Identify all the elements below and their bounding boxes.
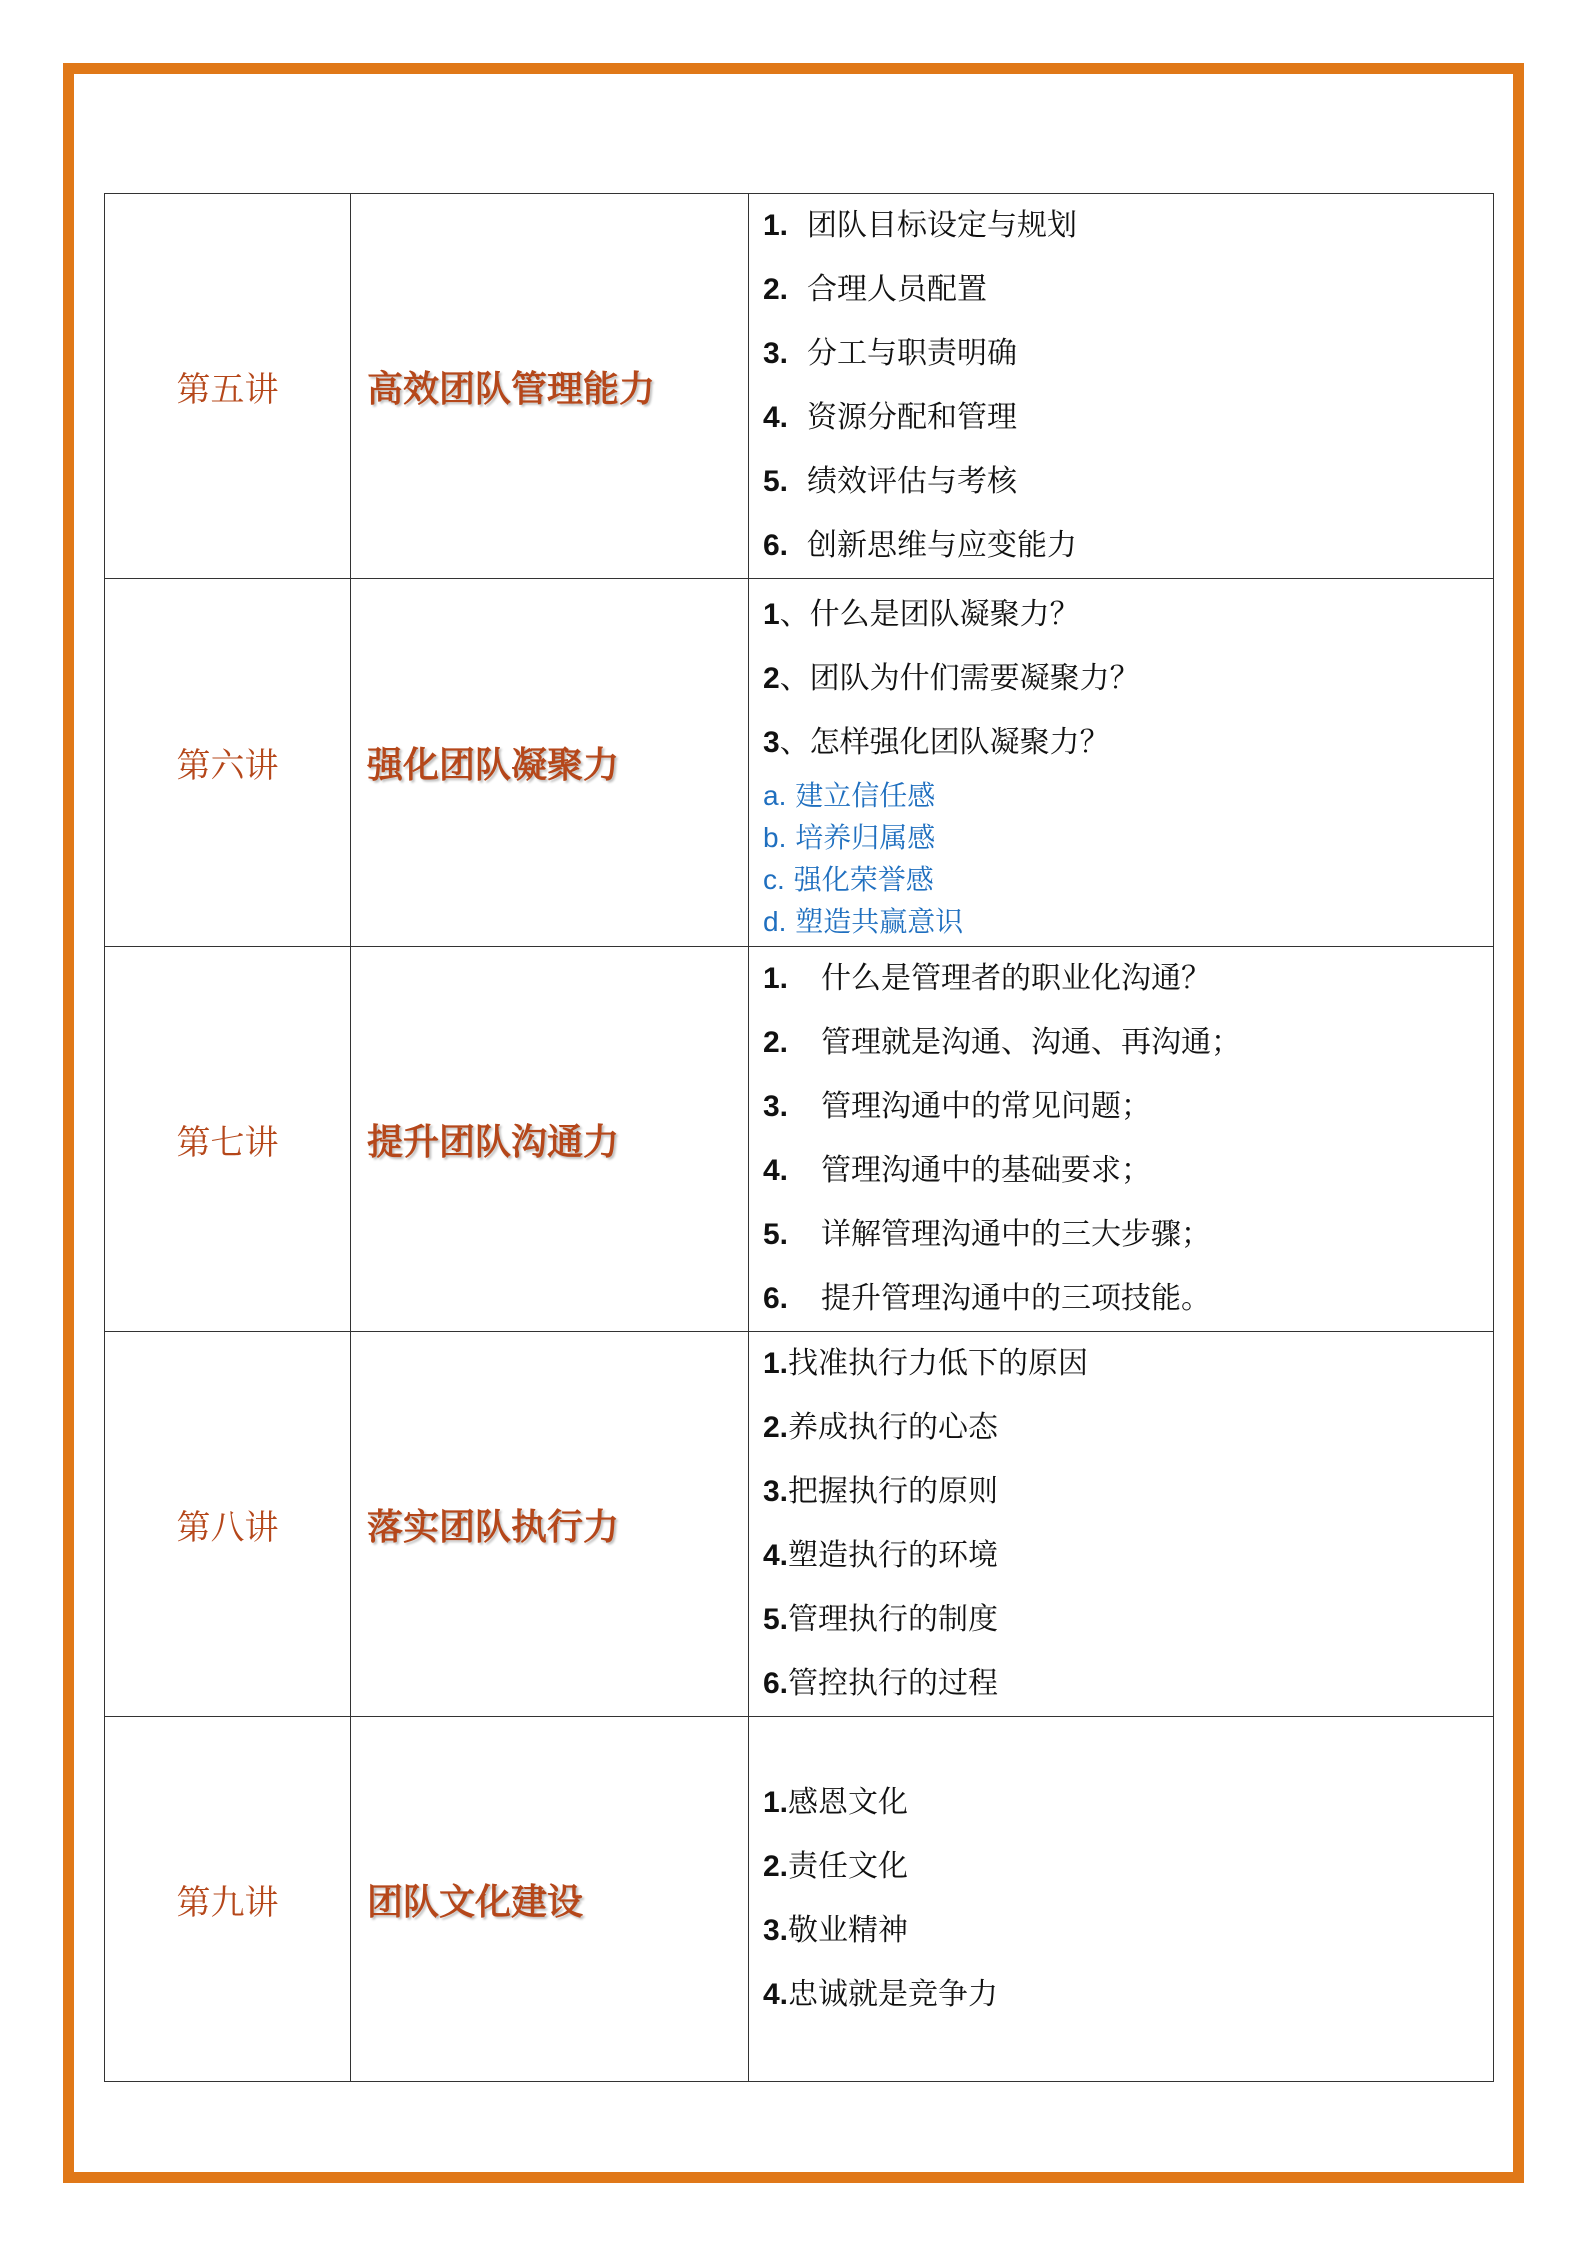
lecture-content bbox=[749, 1332, 1494, 1717]
item-text: 创新思维与应变能力 bbox=[807, 528, 1077, 563]
item-number: 4. bbox=[763, 1154, 789, 1187]
item-number: 2. bbox=[763, 1850, 789, 1883]
list-item bbox=[763, 1963, 1493, 2027]
content-list bbox=[763, 1771, 1493, 2027]
lecture-number: 第八讲 bbox=[105, 1332, 351, 1717]
item-text: 管理沟通中的常见问题； bbox=[821, 1089, 1151, 1124]
list-item bbox=[763, 194, 1493, 258]
item-number: 3 bbox=[763, 725, 780, 759]
list-item bbox=[763, 1011, 1493, 1075]
sub-list-item bbox=[763, 775, 1493, 817]
sub-item-letter: c. bbox=[763, 863, 785, 895]
lecture-topic: 提升团队沟通力 bbox=[351, 947, 749, 1332]
item-text: 绩效评估与考核 bbox=[807, 464, 1017, 499]
list-item bbox=[763, 583, 1493, 647]
lecture-topic: 落实团队执行力 bbox=[351, 1332, 749, 1717]
list-item bbox=[763, 647, 1493, 711]
lecture-topic: 强化团队凝聚力 bbox=[351, 579, 749, 947]
sub-item-text: 塑造共赢意识 bbox=[795, 904, 964, 938]
list-item bbox=[763, 947, 1493, 1011]
item-number: 2. bbox=[763, 273, 789, 306]
item-number: 3. bbox=[763, 337, 789, 370]
list-item bbox=[763, 1588, 1493, 1652]
sub-list-item bbox=[763, 817, 1493, 859]
item-text: 、团队为什们需要凝聚力？ bbox=[779, 660, 1140, 696]
list-item bbox=[763, 258, 1493, 322]
list-item bbox=[763, 1139, 1493, 1203]
item-number: 2. bbox=[763, 1411, 789, 1444]
sub-item-letter: a. bbox=[763, 779, 787, 811]
table-row bbox=[105, 194, 1494, 579]
item-number: 5. bbox=[763, 465, 789, 498]
sub-item-letter: d. bbox=[763, 905, 787, 937]
item-number: 1. bbox=[763, 1347, 789, 1380]
list-item bbox=[763, 1899, 1493, 1963]
list-item bbox=[763, 711, 1493, 775]
item-text: 塑造执行的环境 bbox=[788, 1538, 999, 1573]
content-list bbox=[763, 947, 1493, 1331]
item-number: 1. bbox=[763, 209, 789, 242]
course-outline-table bbox=[104, 193, 1494, 2082]
item-text: 团队目标设定与规划 bbox=[807, 208, 1077, 243]
item-number: 6. bbox=[763, 1667, 789, 1700]
list-item bbox=[763, 1771, 1493, 1835]
item-text: 敬业精神 bbox=[788, 1913, 909, 1948]
item-number: 6. bbox=[763, 1282, 789, 1315]
lecture-number: 第七讲 bbox=[105, 947, 351, 1332]
item-number: 5. bbox=[763, 1218, 789, 1251]
item-number: 4. bbox=[763, 1539, 789, 1572]
list-item bbox=[763, 1460, 1493, 1524]
item-number: 2. bbox=[763, 1026, 789, 1059]
list-item bbox=[763, 1396, 1493, 1460]
lecture-number: 第九讲 bbox=[105, 1717, 351, 2082]
list-item bbox=[763, 1332, 1493, 1396]
item-number: 4. bbox=[763, 401, 789, 434]
sub-item-text: 强化荣誉感 bbox=[793, 862, 934, 896]
list-item bbox=[763, 1652, 1493, 1716]
lecture-number: 第五讲 bbox=[105, 194, 351, 579]
item-number: 6. bbox=[763, 529, 789, 562]
list-item bbox=[763, 450, 1493, 514]
content-list bbox=[763, 583, 1493, 775]
table-row bbox=[105, 579, 1494, 947]
item-number: 5. bbox=[763, 1603, 789, 1636]
lecture-topic: 高效团队管理能力 bbox=[351, 194, 749, 579]
item-text: 提升管理沟通中的三项技能。 bbox=[821, 1281, 1211, 1316]
sub-list-item bbox=[763, 859, 1493, 901]
item-text: 管理沟通中的基础要求； bbox=[821, 1153, 1151, 1188]
sub-item-text: 培养归属感 bbox=[795, 820, 936, 854]
item-text: 把握执行的原则 bbox=[788, 1474, 999, 1509]
lecture-topic: 团队文化建设 bbox=[351, 1717, 749, 2082]
sub-item-letter: b. bbox=[763, 821, 787, 853]
sub-list bbox=[763, 775, 1493, 943]
item-number: 3. bbox=[763, 1090, 789, 1123]
lecture-content bbox=[749, 579, 1494, 947]
item-text: 找准执行力低下的原因 bbox=[788, 1346, 1089, 1381]
list-item bbox=[763, 1203, 1493, 1267]
list-item bbox=[763, 1075, 1493, 1139]
item-number: 1. bbox=[763, 1786, 789, 1819]
item-number: 3. bbox=[763, 1475, 789, 1508]
item-number: 1 bbox=[763, 597, 780, 631]
content-list bbox=[763, 194, 1493, 578]
list-item bbox=[763, 386, 1493, 450]
item-text: 管控执行的过程 bbox=[788, 1666, 999, 1701]
table-row bbox=[105, 1332, 1494, 1717]
sub-list-item bbox=[763, 901, 1493, 943]
item-text: 、怎样强化团队凝聚力？ bbox=[779, 724, 1110, 760]
lecture-content bbox=[749, 947, 1494, 1332]
table-row bbox=[105, 1717, 1494, 2082]
content-list bbox=[763, 1332, 1493, 1716]
item-text: 感恩文化 bbox=[788, 1785, 909, 1820]
item-text: 养成执行的心态 bbox=[788, 1410, 999, 1445]
item-text: 资源分配和管理 bbox=[807, 400, 1017, 435]
item-number: 1. bbox=[763, 962, 789, 995]
sub-item-text: 建立信任感 bbox=[795, 778, 936, 812]
item-text: 分工与职责明确 bbox=[807, 336, 1017, 371]
list-item bbox=[763, 514, 1493, 578]
list-item bbox=[763, 1524, 1493, 1588]
item-text: 合理人员配置 bbox=[807, 272, 987, 307]
item-number: 2 bbox=[763, 661, 780, 695]
item-number: 3. bbox=[763, 1914, 789, 1947]
item-text: 管理就是沟通、沟通、再沟通； bbox=[821, 1025, 1241, 1060]
lecture-content bbox=[749, 194, 1494, 579]
lecture-number: 第六讲 bbox=[105, 579, 351, 947]
item-text: 什么是管理者的职业化沟通？ bbox=[821, 961, 1211, 996]
list-item bbox=[763, 322, 1493, 386]
item-text: 管理执行的制度 bbox=[788, 1602, 999, 1637]
item-text: 忠诚就是竞争力 bbox=[788, 1977, 999, 2012]
list-item bbox=[763, 1267, 1493, 1331]
table-row bbox=[105, 947, 1494, 1332]
lecture-content bbox=[749, 1717, 1494, 2082]
list-item bbox=[763, 1835, 1493, 1899]
item-text: 、什么是团队凝聚力？ bbox=[779, 596, 1080, 632]
item-text: 详解管理沟通中的三大步骤； bbox=[821, 1217, 1211, 1252]
item-number: 4. bbox=[763, 1978, 789, 2011]
item-text: 责任文化 bbox=[788, 1849, 909, 1884]
